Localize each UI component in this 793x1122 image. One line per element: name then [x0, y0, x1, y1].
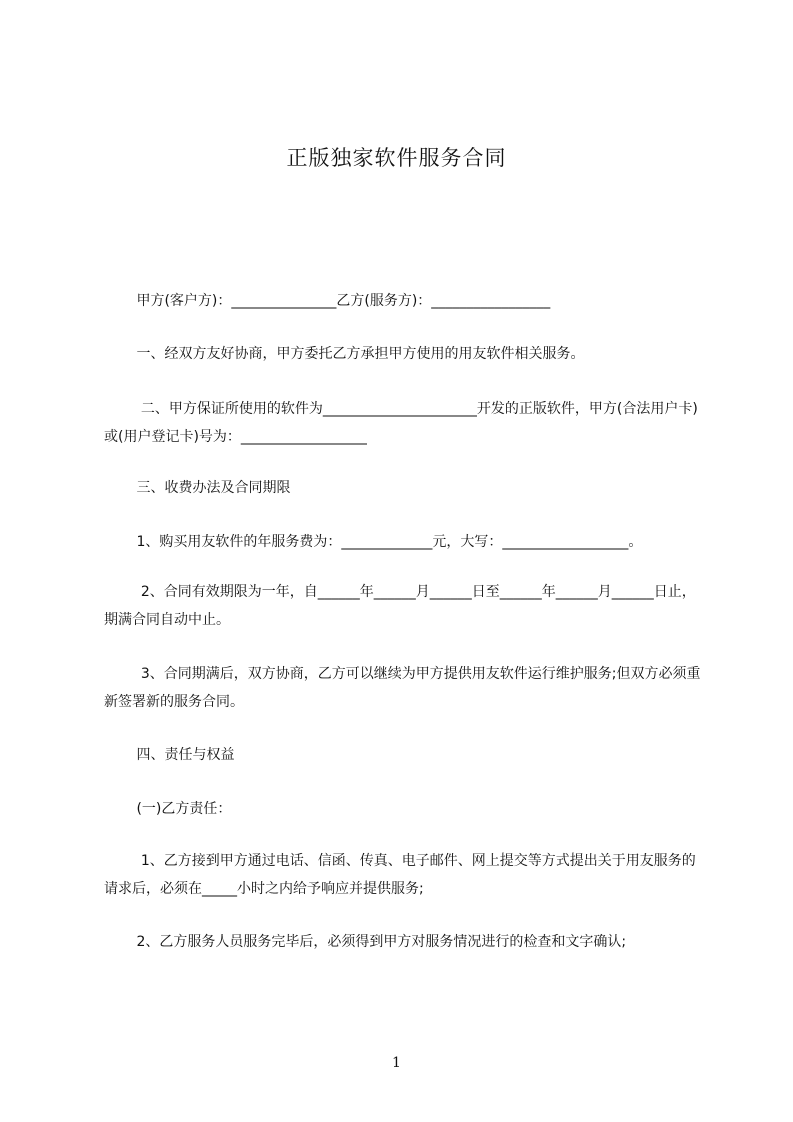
parties-line: 甲方(客户方)：_______________乙方(服务方)：_________________ — [104, 293, 551, 309]
clause-1: 一、经双方友好协商，甲方委托乙方承担甲方使用的用友软件相关服务。 — [104, 346, 585, 362]
party-b-duties-heading: (一)乙方责任： — [104, 801, 232, 817]
page-number: 1 — [392, 1055, 401, 1071]
clause-3-2: 2、合同有效期限为一年，自______年______月______日至______年______月______日止，期满合同自动中止。 — [104, 584, 696, 628]
duty-1: 1、乙方接到甲方通过电话、信函、传真、电子邮件、网上提交等方式提出关于用友服务的请求后，必须在_____小时之内给予响应并提供服务; — [104, 853, 696, 897]
clause-3-3: 3、合同期满后，双方协商，乙方可以继续为甲方提供用友软件运行维护服务;但双方必须重新签署新的服务合同。 — [104, 666, 701, 710]
section-3-heading: 三、收费办法及合同期限 — [104, 480, 291, 496]
document-title: 正版独家软件服务合同 — [286, 146, 507, 170]
duty-2: 2、乙方服务人员服务完毕后，必须得到甲方对服务情况进行的检查和文字确认; — [104, 934, 627, 950]
clause-3-1: 1、购买用友软件的年服务费为：_____________元，大写：__________________。 — [104, 534, 643, 550]
clause-2: 二、甲方保证所使用的软件为______________________开发的正版软件，甲方(合法用户卡)或(用户登记卡)号为：__________________ — [104, 401, 698, 445]
section-4-heading: 四、责任与权益 — [104, 747, 235, 763]
